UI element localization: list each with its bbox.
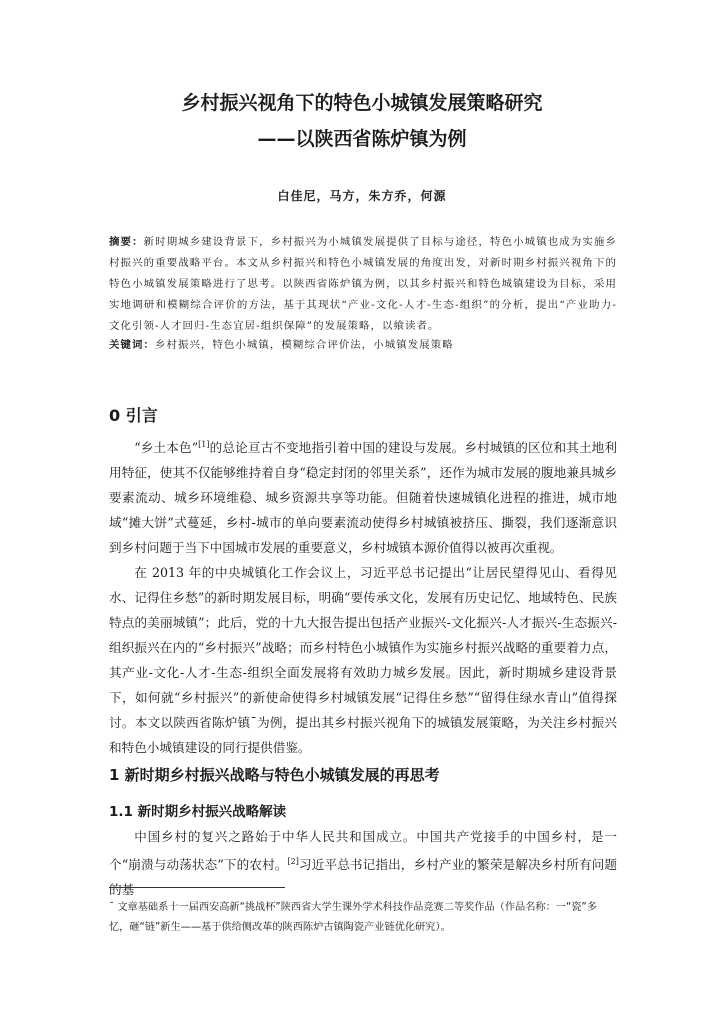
keywords-label: 关键词： — [109, 339, 155, 351]
keywords — [109, 335, 617, 356]
subsection-heading-1-1: 1.1 新时期乡村振兴战略解读 — [109, 804, 287, 820]
section-heading-1: 1 新时期乡村振兴战略与特色小城镇发展的再思考 — [109, 766, 440, 784]
abstract-text: 新时期城乡建设背景下，乡村振兴为小城镇发展提供了目标与途径，特色小城镇也成为实施乡村振兴的重要战略平台。本文从乡村振兴和特色小城镇发展的角度出发，对新时期乡村振兴视角下的特色小城镇发展策略进行了思考。以陕西省陈炉镇为例，以其乡村振兴和特色城镇建设为目标，采用实地调研和模糊综合评价的方法，基于其现状“产业-文化-人才-生态-组织”的分析，提出“产业助力-文化引领-人才回归-生态宜居-组织保障”的发展策略，以飨读者。 — [109, 236, 617, 332]
paragraph-text: 习近平总书记指出，乡村产业的繁荣是解决乡村所有问题的基 — [109, 857, 617, 898]
paper-title: 乡村振兴视角下的特色小城镇发展策略研究 — [181, 92, 543, 114]
keywords-text: 乡村振兴，特色小城镇，模糊综合评价法，小城镇发展策略 — [154, 339, 454, 351]
section-1-1-body — [109, 824, 617, 902]
paragraph: 在 2013 年的中央城镇化工作会议上，习近平总书记提出“让居民望得见山、看得见水、记得住乡愁”的新时期发展目标，明确“要传承文化，发展有历史记忆、地域特色、民族特点的美丽城镇”；此后，党的十九大报告提出包括产业振兴-文化振兴-人才振兴-生态振兴-组织振兴在内的“乡村振兴”战略；而乡村特色小城镇作为实施乡村振兴战略的重要着力点，其产业-文化-人才-生态-组织全面发展将有效助力城乡发展。因此，新时期城乡建设背景下，如何就“乡村振兴”的新使命使得乡村城镇发展“记得住乡愁”“留得住绿水青山”值得探讨。本文以陕西省陈炉镇¯为例，提出其乡村振兴视角下的城镇发展策略，为关注乡村振兴和特色小城镇建设的同行提供借鉴。 — [109, 565, 617, 756]
introduction-body — [109, 432, 617, 760]
paragraph — [109, 432, 617, 560]
paragraph — [109, 824, 617, 902]
paragraph-text: “乡土本色” — [134, 440, 199, 456]
citation-ref: [1] — [198, 440, 210, 449]
citation-ref: [2] — [287, 857, 299, 866]
section-heading-introduction: 0 引言 — [109, 406, 158, 425]
footnote: ¯ 文章基础系十一届西安高新“挑战杯”陕西省大学生课外学术科技作品竞赛二等奖作品（作品名称：一“瓷”多忆，砸“链”新生——基于供给侧改革的陕西陈炉古镇陶瓷产业链优化研究）。 — [109, 902, 597, 933]
abstract-label: 摘要： — [109, 236, 144, 248]
paragraph-text: 中国乡村的复兴之路始于中华人民共和国成立。中国共产党接手的中国乡村，是一个“崩溃与动荡状态”下的农村。 — [109, 829, 617, 873]
paragraph-text: 的总论亘古不变地指引着中国的建设与发展。乡村城镇的区位和其土地利用特征，使其不仅能够维持着自身“稳定封闭的邻里关系”，还作为城市发展的腹地兼具城乡要素流动、城乡环境维稳、城乡资源共享等功能。但随着快速城镇化进程的推进，城市地域“摊大饼”式蔓延，乡村-城市的单向要素流动使得乡村城镇被挤压、撕裂，我们逐渐意识到乡村问题于当下中国城市发展的重要意义，乡村城镇本源价值得以被再次重视。 — [109, 440, 617, 556]
footnote-divider — [109, 887, 285, 888]
abstract — [109, 232, 617, 337]
paper-subtitle: ——以陕西省陈炉镇为例 — [257, 128, 467, 150]
author-list: 白佳尼，马方，朱方乔，何源 — [277, 189, 447, 203]
